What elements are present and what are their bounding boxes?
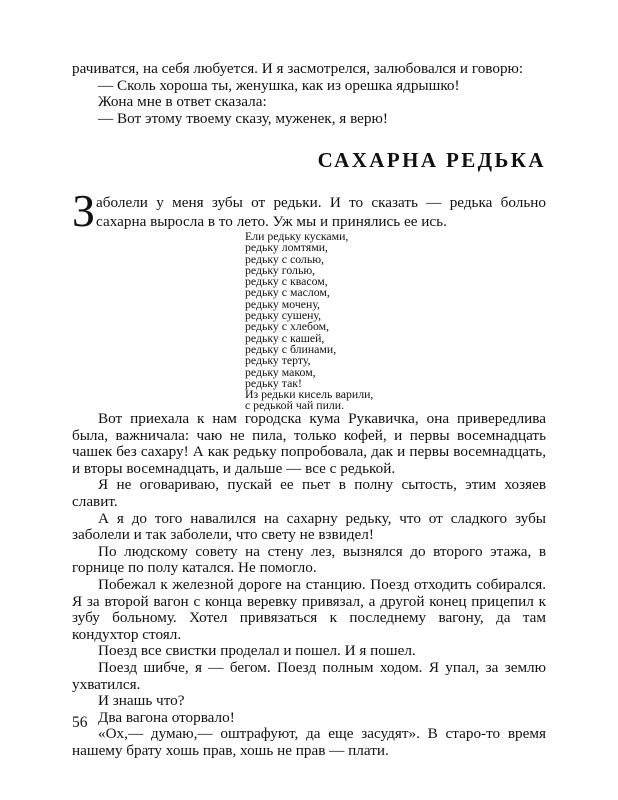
paragraph: Поезд шибче, я — бегом. Поезд полным ходом. Я упал, за землю ухватился. — [72, 658, 546, 693]
paragraph: — Сколь хороша ты, женушка, как из орешка ядрышко! — [98, 76, 460, 94]
verse-block — [245, 231, 373, 412]
verse-line: редьку с квасом, — [245, 274, 328, 289]
paragraph: Я не оговариваю, пускай ее пьет в полну сытость, этим хозяев славит. — [72, 476, 546, 510]
verse-line: редьку с кашей, — [245, 330, 325, 345]
verse-line: Ели редьку кусками, — [245, 229, 349, 243]
verse-line: редьку с солью, — [245, 251, 324, 266]
paragraph: Поезд все свистки проделал и пошел. И я пошел. — [98, 642, 416, 660]
top-text-block — [72, 61, 546, 127]
drop-cap: З — [72, 185, 96, 236]
paragraph: — Вот этому твоему сказу, муженек, я верю! — [98, 109, 388, 127]
paragraph: Побежал к железной дороге на станцию. Поезд отходить собирался. Я за второй вагон с конца веревку привязал, а другой конец прицепил к зубу больному. Хотел привязаться к последнему вагону, да там кондухтор стоял. — [72, 575, 546, 643]
paragraph: Два вагона оторвало! — [98, 708, 235, 726]
verse-line: редьку с маслом, — [245, 285, 330, 300]
verse-line: редьку мочену, — [245, 296, 320, 311]
paragraph: А я до того навалился на сахарну редьку, что от сладкого зубы заболели и так заболели, что свету не взвидел! — [72, 509, 546, 544]
verse-line: Из редьки кисель варили, — [245, 387, 374, 402]
verse-line: редьку ломтями, — [245, 240, 328, 255]
verse-line: редьку голью, — [245, 262, 316, 277]
verse-line: редьку сушену, — [245, 308, 322, 323]
verse-line: редьку так! — [245, 375, 302, 390]
body-text-block — [72, 411, 546, 759]
paragraph: Вот приехала к нам городска кума Рукавичка, она привередлива была, важничала: чаю не пила, только кофей, и первы восемнадцать чашек без сахару! А как редьку попробовала, дак и первы восемнадцать, и вторы восемнадцать, и дальше — все с редькой. — [72, 410, 546, 477]
intro-text: аболели у меня зубы от редьки. И то сказать — редька больно сахарна выросла в то лето. Уж мы и принялись ее ись. — [96, 194, 546, 230]
paragraph: «Ох,— думаю,— оштрафуют, да еще засудят». В старо-то время нашему брату хошь прав, хошь не прав — плати. — [72, 725, 546, 759]
verse-line: редьку с хлебом, — [245, 319, 330, 334]
story-title: САХАРНА РЕДЬКА — [317, 148, 546, 172]
paragraph: рачиватся, на себя любуется. И я засмотрелся, залюбовался и говорю: — [72, 60, 524, 77]
paragraph: По людскому совету на стену лез, вызнялся до второго этажа, в горнице по полу катался. Не помогло. — [72, 542, 546, 577]
verse-line: с редькой чай пили. — [245, 398, 345, 413]
verse-line: редьку терту, — [245, 353, 311, 368]
paragraph: Жона мне в ответ сказала: — [98, 93, 267, 111]
page-number: 56 — [72, 714, 88, 731]
paragraph: И знашь что? — [98, 692, 185, 710]
verse-line: редьку с блинами, — [245, 341, 337, 356]
verse-line: редьку маком, — [245, 364, 316, 379]
